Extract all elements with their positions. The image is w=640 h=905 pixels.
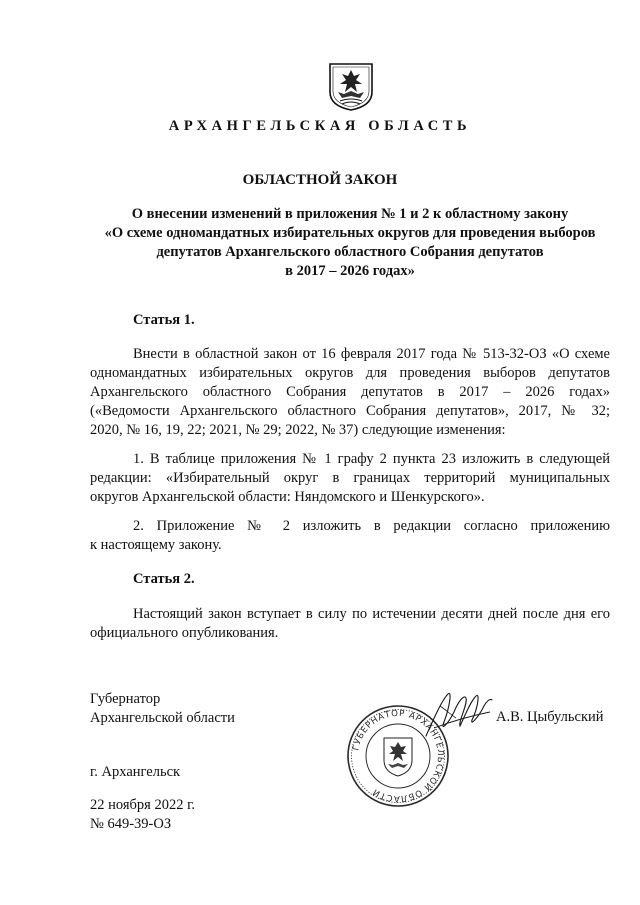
article2-heading: Статья 2. [133,571,195,587]
article2-paragraph [90,605,610,643]
region-name: АРХАНГЕЛЬСКАЯ ОБЛАСТЬ [168,118,472,134]
law-title [90,205,610,281]
seal-text: ГУБЕРНАТОР АРХАНГЕЛЬСКОЙ ОБЛАСТИ [351,708,446,804]
paragraph-line: одномандатных избирательных округов для проведения выборов депутатов [90,365,610,381]
article1-heading: Статья 1. [133,312,195,328]
paragraph-line: Архангельского областного Собрания депутатов в 2017 – 2026 годах» [90,384,610,400]
signatory-name: А.В. Цыбульский [496,709,604,725]
coat-of-arms-emblem-icon [328,62,374,112]
signatory-position-line: Губернатор [90,691,161,707]
law-title-line: в 2017 – 2026 годах» [285,263,415,279]
paragraph-line: 2. Приложение № 2 изложить в редакции согласно приложению [133,518,610,534]
law-date-and-number [90,796,195,834]
law-title-line: депутатов Архангельского областного Собрания депутатов [156,244,544,260]
paragraph-line: 1. В таблице приложения № 1 графу 2 пункта 23 изложить в следующей [133,451,610,467]
handwritten-signature-icon [420,688,496,742]
signatory-position-line: Архангельской области [90,710,235,726]
city: г. Архангельск [90,764,181,780]
paragraph-line: официального опубликования. [90,625,279,641]
paragraph-line: Настоящий закон вступает в силу по истечении десяти дней после дня его [133,606,610,622]
signatory-position [90,690,235,728]
paragraph-line: («Ведомости Архангельского областного Собрания депутатов», 2017, № 32; [90,403,610,419]
article1-item2-paragraph [90,517,610,555]
article1-item1-paragraph [90,450,610,507]
law-title-line: «О схеме одномандатных избирательных округов для проведения выборов [104,225,596,241]
law-title-line: О внесении изменений в приложения № 1 и 2 к областному закону [131,206,569,222]
paragraph-line: редакции: «Избирательный округ в границах территорий муниципальных [90,470,610,486]
law-date: 22 ноября 2022 г. [90,797,196,813]
law-type-heading: ОБЛАСТНОЙ ЗАКОН [242,172,398,188]
paragraph-line: Внести в областной закон от 16 февраля 2017 года № 513-32-ОЗ «О схеме [133,346,610,362]
paragraph-line: 2020, № 16, 19, 22; 2021, № 29; 2022, № 37) следующие изменения: [90,422,506,438]
article1-intro-paragraph [90,345,610,440]
law-number: № 649-39-ОЗ [90,816,172,832]
paragraph-line: округов Архангельской области: Няндомского и Шенкурского». [90,489,485,505]
paragraph-line: к настоящему закону. [90,537,222,553]
